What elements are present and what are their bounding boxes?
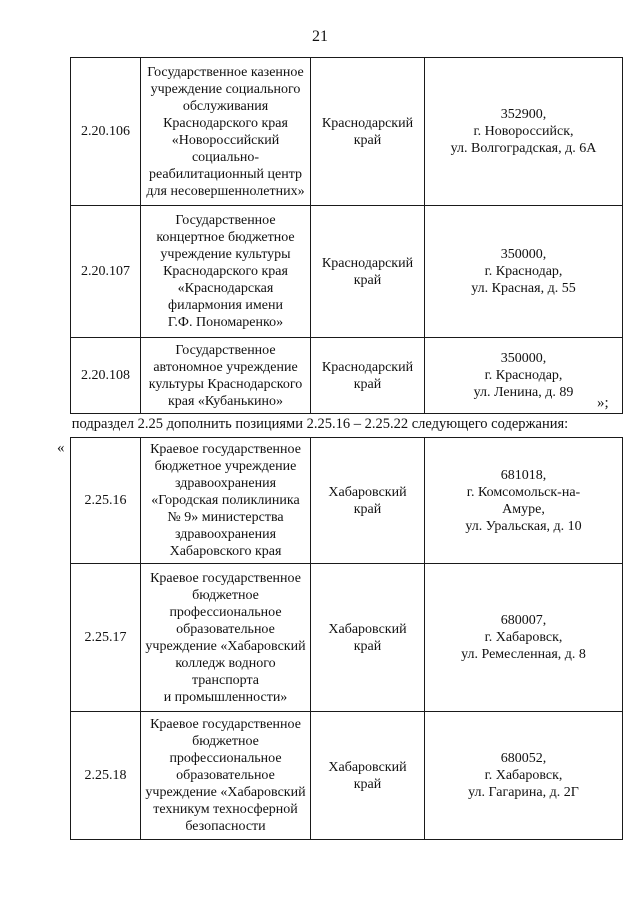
institution-name-line: Краевое государственное (150, 442, 301, 457)
institution-name-line: колледж водного (175, 655, 276, 671)
address-line: 680052, (500, 751, 547, 766)
institution-name-line: Краевое государственное (150, 570, 301, 586)
closing-quote: »; (597, 395, 609, 411)
institution-name-line: образовательное (176, 621, 275, 637)
region-line: край (353, 376, 382, 392)
institution-name-line: Г.Ф. Пономаренко» (167, 315, 284, 330)
institution-name-line: культуры Краснодарского (148, 376, 303, 392)
address (425, 438, 623, 564)
institution-name-line: профессиональное (169, 604, 282, 620)
address-line: г. Хабаровск, (484, 768, 563, 783)
institution-name-line: бюджетное (192, 587, 259, 603)
address-line: ул. Ремесленная, д. 8 (461, 647, 586, 662)
address (425, 338, 623, 414)
address-line: 350000, (500, 247, 547, 262)
institution-name-line: Краснодарского края (163, 264, 288, 279)
address (425, 564, 623, 712)
region-line: Краснодарский (321, 115, 414, 131)
address-line: ул. Красная, д. 55 (471, 281, 576, 296)
institution-name-line: профессиональное (169, 751, 282, 766)
institution-name-line: бюджетное (192, 734, 259, 749)
page-number: 21 (312, 28, 328, 45)
institution-name-line: техникум техносферной (153, 802, 298, 817)
region (311, 712, 425, 840)
region (311, 206, 425, 338)
region (311, 438, 425, 564)
institution-name (141, 338, 311, 414)
institution-name-line: Краевое государственное (150, 717, 301, 732)
institution-name-line: учреждение «Хабаровский (145, 785, 306, 800)
region (311, 564, 425, 712)
institution-name (141, 206, 311, 338)
address-line: ул. Волгоградская, д. 6А (450, 141, 597, 156)
institutions-table-khabarovsk (70, 437, 623, 840)
region-line: край (353, 638, 382, 654)
address-line: г. Хабаровск, (484, 630, 563, 645)
institution-name-line: бюджетное учреждение (154, 459, 297, 474)
address (425, 712, 623, 840)
address-line: ул. Гагарина, д. 2Г (468, 785, 579, 800)
opening-quote: « (57, 440, 65, 456)
region (311, 338, 425, 414)
table-row (71, 564, 623, 712)
address-line: Амуре, (502, 501, 545, 517)
institution-name (141, 564, 311, 712)
table-row (71, 712, 623, 840)
position-code: 2.20.107 (71, 206, 141, 338)
address (425, 58, 623, 206)
institution-name-line: Хабаровского края (169, 544, 282, 559)
institution-name-line: № 9» министерства (167, 510, 284, 525)
institution-name-line: Государственное (175, 213, 276, 228)
institution-name (141, 712, 311, 840)
region-line: край (353, 776, 382, 792)
region-line: край (353, 501, 382, 517)
position-code: 2.20.108 (71, 338, 141, 414)
institution-name (141, 58, 311, 206)
institution-name-line: Государственное казенное (147, 64, 304, 80)
institution-name (141, 438, 311, 564)
address-line: ул. Ленина, д. 89 (473, 385, 574, 400)
institution-name-line: здравоохранения (174, 527, 277, 542)
address-line: г. Новороссийск, (473, 124, 574, 139)
institution-name-line: филармония имени (168, 298, 283, 313)
table-row (71, 438, 623, 564)
region-line: Краснодарский (321, 359, 414, 375)
institution-name-line: учреждение культуры (160, 247, 291, 262)
address-line: г. Комсомольск-на- (466, 484, 581, 500)
institution-name-line: и промышленности» (163, 689, 288, 705)
table-row (71, 206, 623, 338)
position-code: 2.25.16 (71, 438, 141, 564)
institution-name-line: образовательное (176, 768, 275, 783)
amendment-instruction: подраздел 2.25 дополнить позициями 2.25.16 – 2.25.22 следующего содержания: (71, 416, 569, 432)
position-code: 2.20.106 (71, 58, 141, 206)
region-line: Хабаровский (328, 484, 407, 500)
region-line: Хабаровский (328, 759, 407, 775)
address-line: 680007, (500, 613, 547, 628)
region-line: Хабаровский (328, 621, 407, 637)
address-line: 681018, (500, 467, 547, 483)
institution-name-line: «Городская поликлиника (151, 493, 300, 508)
region-line: Краснодарский (321, 255, 414, 271)
institution-name-line: реабилитационный центр (148, 166, 303, 182)
institution-name-line: транспорта (191, 672, 260, 688)
table-row (71, 338, 623, 414)
region (311, 58, 425, 206)
address-line: г. Краснодар, (484, 368, 563, 383)
region-line: край (353, 272, 382, 288)
institution-name-line: Краснодарского края (163, 115, 288, 131)
address (425, 206, 623, 338)
table-row (71, 58, 623, 206)
institution-name-line: «Новороссийский (171, 132, 280, 148)
institution-name-line: учреждение социального (150, 81, 301, 97)
institution-name-line: безопасности (185, 819, 266, 834)
address-line: 352900, (500, 107, 547, 122)
address-line: ул. Уральская, д. 10 (465, 518, 582, 534)
institution-name-line: «Краснодарская (177, 281, 274, 296)
position-code: 2.25.17 (71, 564, 141, 712)
address-line: г. Краснодар, (484, 264, 563, 279)
institution-name-line: обслуживания (182, 98, 269, 114)
institution-name-line: учреждение «Хабаровский (145, 638, 306, 654)
institutions-table-krasnodar (70, 57, 623, 414)
institution-name-line: концертное бюджетное (156, 230, 295, 245)
institution-name-line: автономное учреждение (153, 359, 298, 375)
region-line: край (353, 132, 382, 148)
address-line: 350000, (500, 351, 547, 366)
position-code: 2.25.18 (71, 712, 141, 840)
institution-name-line: для несовершеннолетних» (146, 183, 305, 199)
institution-name-line: Государственное (175, 342, 276, 358)
institution-name-line: края «Кубанькино» (167, 393, 284, 409)
institution-name-line: социально- (191, 149, 260, 165)
institution-name-line: здравоохранения (174, 476, 277, 491)
